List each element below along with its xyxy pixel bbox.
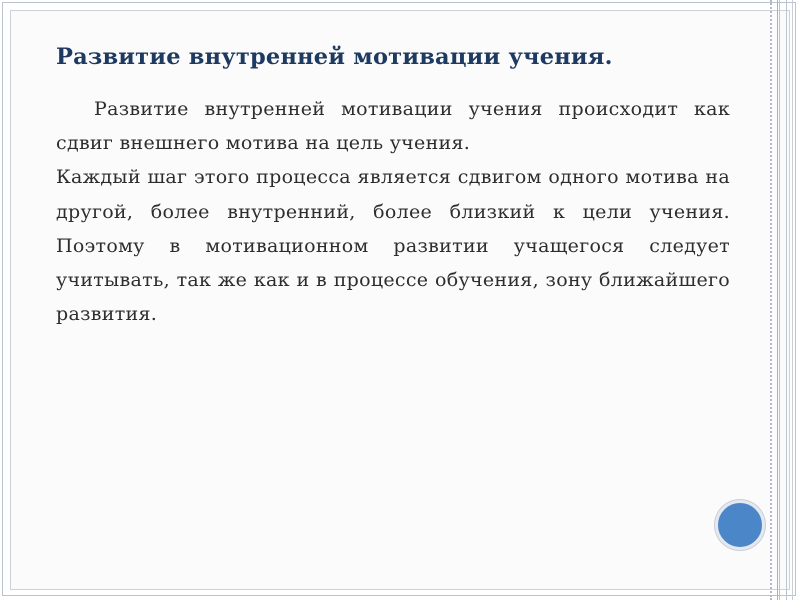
decorative-rail-right — [786, 0, 787, 600]
decorative-accent-rail — [777, 0, 778, 600]
slide-title: Развитие внутренней мотивации учения. — [56, 44, 613, 70]
paragraph-main: Каждый шаг этого процесса является сдвигом одного мотива на другой, более внутренний, более близкий к цели учения. Поэтому в мотивационном развитии учащегося следует учитывать, так же как и в процессе обучения, зону ближайшего развития. — [56, 166, 730, 326]
blue-circle-icon — [715, 500, 765, 550]
decorative-rail-edge — [792, 0, 793, 600]
decorative-rail-left — [779, 0, 780, 600]
decorative-dotted-rail — [770, 0, 774, 600]
paragraph-intro: Развитие внутренней мотивации учения происходит как сдвиг внешнего мотива на цель учения. — [56, 98, 730, 155]
slide-body — [56, 92, 730, 331]
